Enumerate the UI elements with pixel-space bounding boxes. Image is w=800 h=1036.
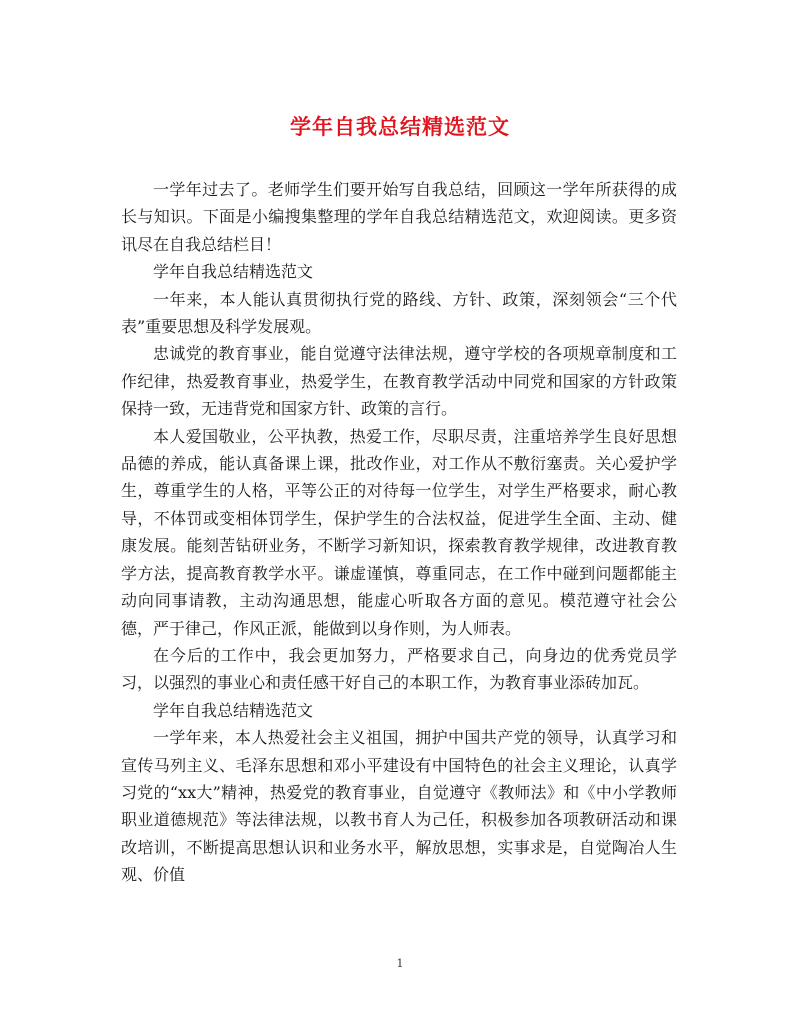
- intro-paragraph: 一学年过去了。老师学生们要开始写自我总结，回顾这一学年所获得的成长与知识。下面是小编搜集整理的学年自我总结精选范文，欢迎阅读。更多资讯尽在自我总结栏目！: [121, 180, 677, 254]
- body-paragraph: 本人爱国敬业，公平执教，热爱工作，尽职尽责，注重培养学生良好思想品德的养成，能认真备课上课，批改作业，对工作从不敷衍塞责。关心爱护学生，尊重学生的人格，平等公正的对待每一位学生，对学生严格要求，耐心教导，不体罚或变相体罚学生，保护学生的合法权益，促进学生全面、主动、健康发展。能刻苦钻研业务，不断学习新知识，探索教育教学规律，改进教育教学方法，提高教育教学水平。谦虚谨慎，尊重同志，在工作中碰到问题都能主动向同事请教，主动沟通思想，能虚心听取各方面的意见。模范遵守社会公德，严于律己，作风正派，能做到以身作则，为人师表。: [121, 426, 677, 638]
- page-number: 1: [396, 957, 404, 970]
- document-title: 学年自我总结精选范文: [290, 115, 510, 139]
- body-paragraph: 一年来，本人能认真贯彻执行党的路线、方针、政策，深刻领会“三个代表”重要思想及科学发展观。: [121, 289, 677, 337]
- document-body: [121, 176, 677, 889]
- body-paragraph: 一学年来，本人热爱社会主义祖国，拥护中国共产党的领导，认真学习和宣传马列主义、毛泽东思想和邓小平建设有中国特色的社会主义理论，认真学习党的“xx大”精神，热爱党的教育事业，自觉遵守《教师法》和《中小学教师职业道德规范》等法律法规，以教书育人为己任，积极参加各项教研活动和课改培训，不断提高思想认识和业务水平，解放思想，实事求是，自觉陶冶人生观、价值: [121, 728, 677, 885]
- section-heading: 学年自我总结精选范文: [153, 700, 314, 720]
- body-paragraph: 在今后的工作中，我会更加努力，严格要求自己，向身边的优秀党员学习，以强烈的事业心和责任感干好自己的本职工作，为教育事业添砖加瓦。: [121, 645, 677, 693]
- body-paragraph: 忠诚党的教育事业，能自觉遵守法律法规，遵守学校的各项规章制度和工作纪律，热爱教育事业，热爱学生，在教育教学活动中同党和国家的方针政策保持一致，无违背党和国家方针、政策的言行。: [121, 344, 677, 419]
- section-heading: 学年自我总结精选范文: [153, 262, 314, 282]
